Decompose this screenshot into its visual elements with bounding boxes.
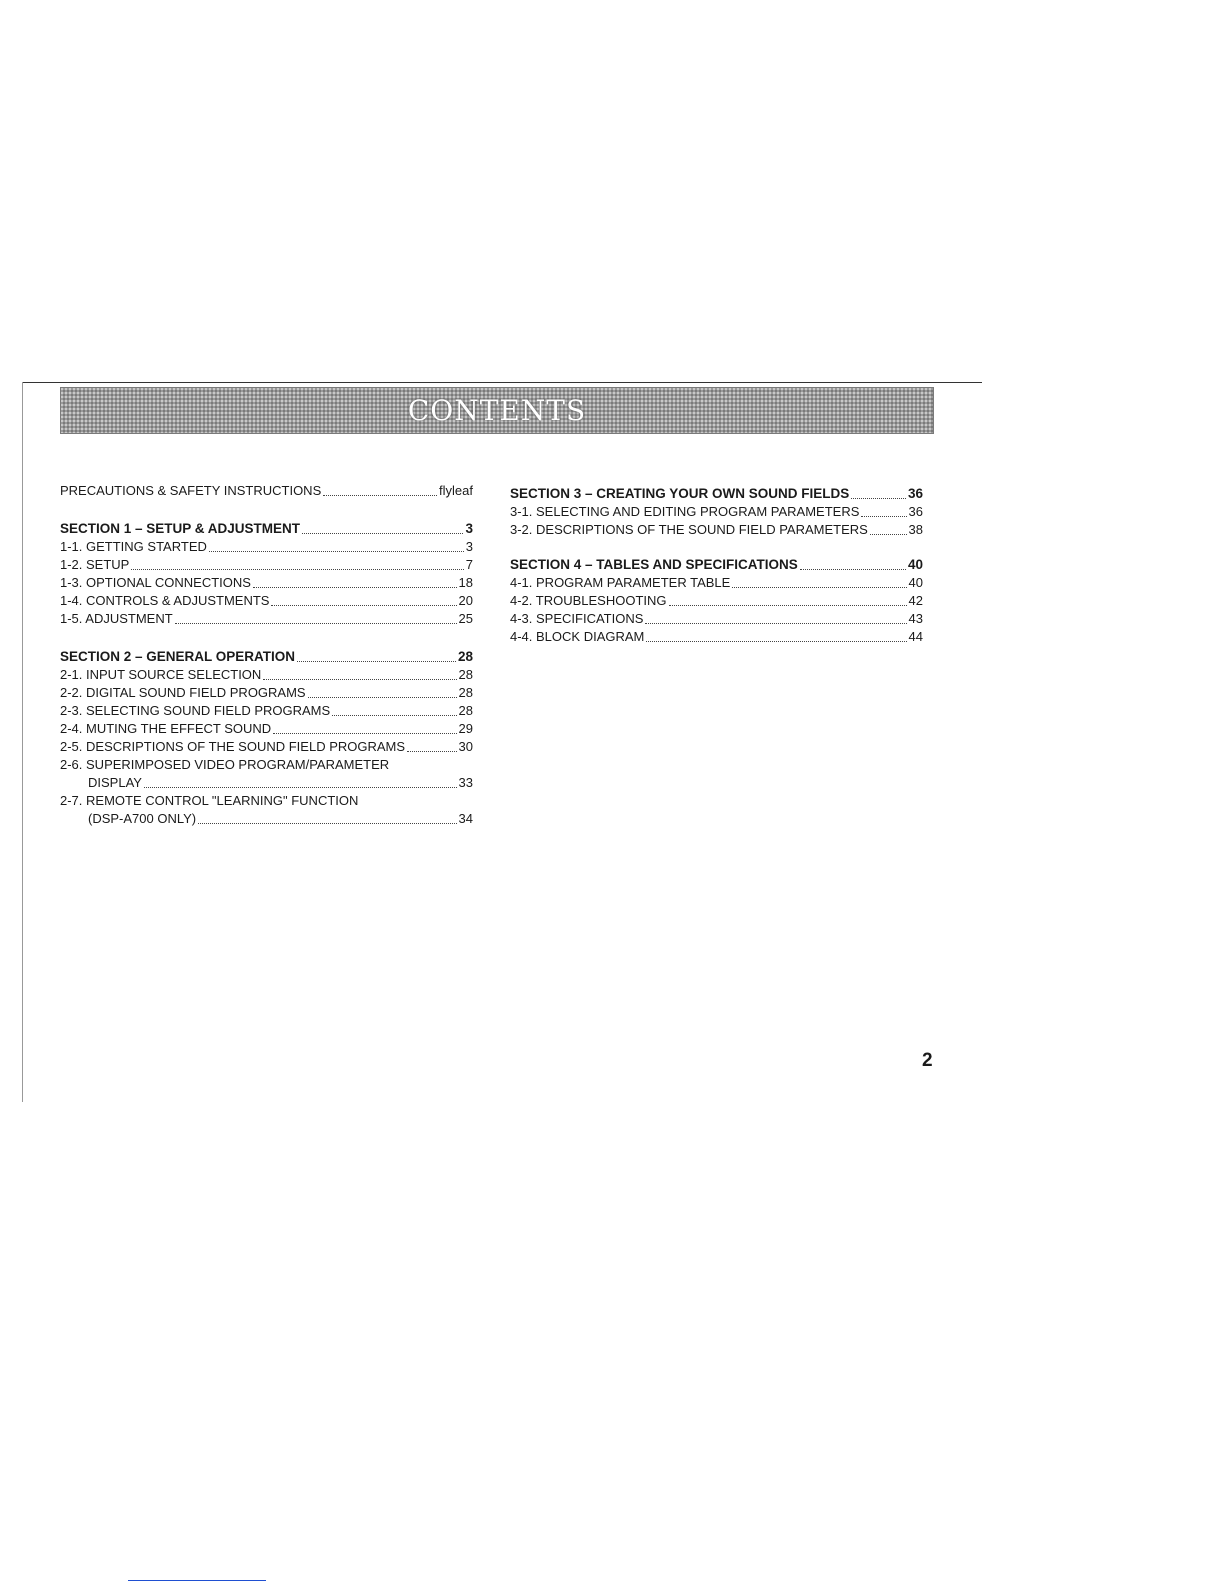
toc-entry-page: 38 <box>908 522 923 537</box>
toc-entry-page: 25 <box>458 611 473 626</box>
leader-dots <box>669 604 907 606</box>
leader-dots <box>870 533 907 535</box>
toc-entry-label: 1-5. ADJUSTMENT <box>60 611 173 626</box>
leader-dots <box>198 822 456 824</box>
leader-dots <box>646 640 906 642</box>
toc-entry-page: flyleaf <box>439 483 473 498</box>
leader-dots <box>131 568 463 570</box>
toc-entry-page: 28 <box>458 703 473 718</box>
toc-entry-page: 29 <box>458 721 473 736</box>
toc-entry-page: 44 <box>908 629 923 644</box>
toc-entry-label: 4-1. PROGRAM PARAMETER TABLE <box>510 575 731 590</box>
leader-dots <box>297 660 456 662</box>
section-heading-label: SECTION 4 – TABLES AND SPECIFICATIONS <box>510 557 798 572</box>
link-underline <box>128 1580 266 1581</box>
toc-entry-page: 28 <box>458 685 473 700</box>
toc-entry-label: 2-5. DESCRIPTIONS OF THE SOUND FIELD PROGRAMS <box>60 739 406 754</box>
toc-entry[interactable] <box>60 592 473 610</box>
toc-entry[interactable] <box>510 592 923 610</box>
toc-entry-label: 4-2. TROUBLESHOOTING <box>510 593 667 608</box>
toc-entry-page: 18 <box>458 575 473 590</box>
toc-entry-page: 34 <box>458 811 473 826</box>
section-heading-label: SECTION 2 – GENERAL OPERATION <box>60 649 296 664</box>
toc-entry[interactable] <box>510 574 923 592</box>
toc-entry-page: 3 <box>465 539 473 554</box>
section-heading-page: 3 <box>465 521 473 536</box>
leader-dots <box>800 568 906 570</box>
toc-right-column <box>510 485 923 646</box>
leader-dots <box>732 586 906 588</box>
page-title: CONTENTS <box>407 394 587 427</box>
toc-entry-label: 1-4. CONTROLS & ADJUSTMENTS <box>60 593 270 608</box>
leader-dots <box>263 678 456 680</box>
toc-entry-label: 4-3. SPECIFICATIONS <box>510 611 644 626</box>
toc-entry-label: 3-2. DESCRIPTIONS OF THE SOUND FIELD PARAMETERS <box>510 522 868 537</box>
toc-entry-label: 1-2. SETUP <box>60 557 130 572</box>
toc-entry-page: 36 <box>908 504 923 519</box>
leader-dots <box>271 604 456 606</box>
leader-dots <box>851 497 906 499</box>
toc-entry[interactable] <box>60 684 473 702</box>
leader-dots <box>323 494 437 496</box>
toc-section-2-heading[interactable] <box>60 648 473 666</box>
toc-entry-label: 2-4. MUTING THE EFFECT SOUND <box>60 721 272 736</box>
toc-entry[interactable] <box>510 628 923 646</box>
section-heading-page: 40 <box>907 557 923 572</box>
toc-entry[interactable] <box>60 538 473 556</box>
toc-entry-first-line[interactable]: 2-7. REMOTE CONTROL "LEARNING" FUNCTION <box>60 793 359 808</box>
toc-entry[interactable] <box>510 610 923 628</box>
toc-entry-label: PRECAUTIONS & SAFETY INSTRUCTIONS <box>60 483 322 498</box>
toc-entry[interactable] <box>60 720 473 738</box>
toc-entry-page: 33 <box>458 775 473 790</box>
toc-section-4-heading[interactable] <box>510 556 923 574</box>
leader-dots <box>144 786 457 788</box>
toc-entry-label: 3-1. SELECTING AND EDITING PROGRAM PARAMETERS <box>510 504 860 519</box>
toc-entry[interactable] <box>60 738 473 756</box>
section-heading-label: SECTION 3 – CREATING YOUR OWN SOUND FIELDS <box>510 486 850 501</box>
leader-dots <box>861 515 906 517</box>
toc-entry-page: 43 <box>908 611 923 626</box>
toc-section-3-heading[interactable] <box>510 485 923 503</box>
toc-entry[interactable] <box>60 574 473 592</box>
toc-entry[interactable] <box>510 503 923 521</box>
toc-entry[interactable] <box>60 610 473 628</box>
toc-entry[interactable] <box>60 774 473 792</box>
toc-entry-label: 4-4. BLOCK DIAGRAM <box>510 629 645 644</box>
toc-entry-precautions[interactable] <box>60 482 473 500</box>
leader-dots <box>308 696 457 698</box>
leader-dots <box>175 622 457 624</box>
toc-entry-page: 40 <box>908 575 923 590</box>
section-heading-label: SECTION 1 – SETUP & ADJUSTMENT <box>60 521 301 536</box>
toc-entry-page: 7 <box>465 557 473 572</box>
leader-dots <box>645 622 906 624</box>
toc-entry-label: 2-3. SELECTING SOUND FIELD PROGRAMS <box>60 703 331 718</box>
leader-dots <box>302 532 463 534</box>
toc-entry[interactable] <box>510 521 923 539</box>
top-rule <box>22 382 982 383</box>
toc-entry-page: 28 <box>458 667 473 682</box>
contents-banner <box>60 387 934 434</box>
toc-entry[interactable] <box>60 556 473 574</box>
toc-entry[interactable] <box>60 666 473 684</box>
toc-entry[interactable] <box>60 810 473 828</box>
toc-entry-page: 42 <box>908 593 923 608</box>
leader-dots <box>209 550 464 552</box>
toc-entry[interactable] <box>60 702 473 720</box>
leader-dots <box>253 586 457 588</box>
toc-left-column <box>60 482 473 828</box>
toc-entry-label: 1-1. GETTING STARTED <box>60 539 207 554</box>
section-heading-page: 28 <box>457 649 473 664</box>
toc-entry-label: (DSP-A700 ONLY) <box>88 811 197 826</box>
leader-dots <box>407 750 456 752</box>
toc-entry-page: 30 <box>458 739 473 754</box>
leader-dots <box>332 714 456 716</box>
toc-section-1-heading[interactable] <box>60 520 473 538</box>
toc-entry-label: 2-2. DIGITAL SOUND FIELD PROGRAMS <box>60 685 306 700</box>
toc-entry-page: 20 <box>458 593 473 608</box>
page-number: 2 <box>922 1050 933 1071</box>
left-margin-rule <box>22 382 23 1102</box>
toc-entry-first-line[interactable]: 2-6. SUPERIMPOSED VIDEO PROGRAM/PARAMETER <box>60 757 390 772</box>
leader-dots <box>273 732 456 734</box>
toc-entry-label: 2-1. INPUT SOURCE SELECTION <box>60 667 262 682</box>
section-heading-page: 36 <box>907 486 923 501</box>
toc-entry-label: 1-3. OPTIONAL CONNECTIONS <box>60 575 251 590</box>
toc-entry-label: DISPLAY <box>88 775 142 790</box>
